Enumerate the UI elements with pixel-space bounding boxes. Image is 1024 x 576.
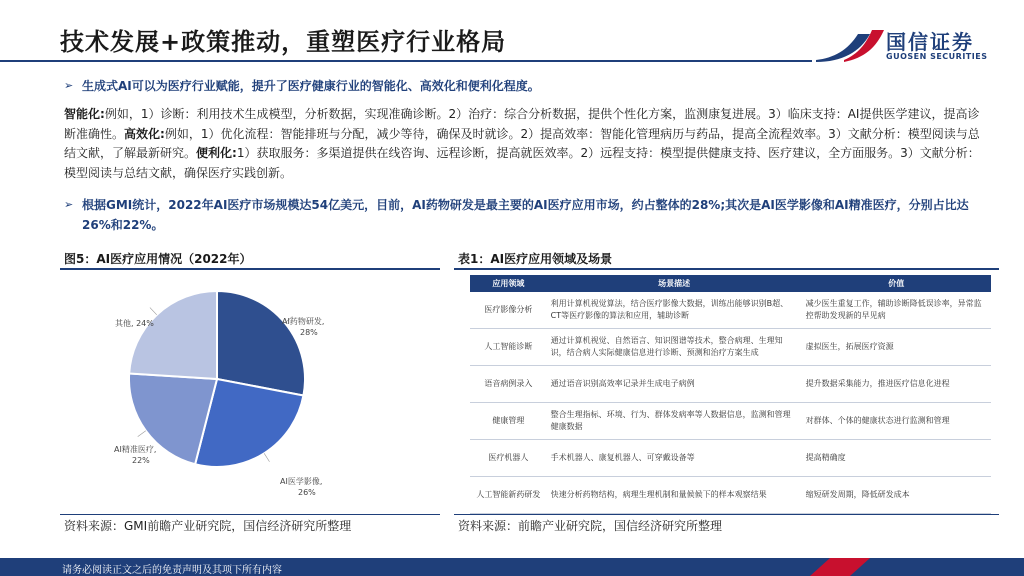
cell-domain: 人工智能诊断: [470, 329, 547, 366]
logo-name-cn: 国信证券: [886, 30, 974, 54]
cell-value: 减少医生重复工作，辅助诊断降低误诊率，异常监控帮助发现新的早见病: [802, 292, 991, 329]
keyword-convenient: 便利化:: [196, 146, 237, 160]
pie-slice-label: AI精准医疗,: [114, 445, 157, 454]
table-row: [470, 292, 991, 329]
table-row: [470, 329, 991, 366]
keyword-intelligent: 智能化:: [64, 107, 105, 121]
table-row: [470, 366, 991, 403]
table-row: [470, 403, 991, 440]
paragraph-text-2: 例如，1）优化流程：智能排班与分配，减少等待，确保及时就诊。2）提高效率：智能化管理病历与药品，提高全流程效率。3）文献分析：模型阅读与总结文献，了解最新研究。: [64, 126, 980, 160]
pie-leader-line: [138, 431, 146, 437]
cell-scenario: 快速分析药物结构，病理生理机制和量候候下的样本观察结果: [547, 477, 802, 514]
chevron-right-icon: ➢: [64, 79, 74, 92]
cell-value: 提升数据采集能力，推进医疗信息化进程: [802, 366, 991, 403]
paragraph-text-3: 1）获取服务：多渠道提供在线咨询、远程诊断，提高就医效率。2）远程支持：模型提供健康支持、医疗建议，全方面服务。3）文献分析：模型阅读与总结文献，确保医疗实践创新。: [64, 146, 980, 180]
logo-name-en: GUOSEN SECURITIES: [886, 52, 988, 61]
title-underline: [0, 60, 812, 62]
pie-slice-percent: 26%: [298, 488, 316, 497]
bullet-text: 根据GMI统计，2022年AI医疗市场规模达54亿美元，目前，AI药物研发是最主要的AI医疗应用市场，约占整体的28%;其次是AI医学影像和AI精准医疗，分别占比达26%和22%。: [82, 198, 969, 232]
table-source-rule: [454, 514, 999, 515]
pie-slice-label: AI医学影像,: [280, 477, 323, 486]
cell-domain: 人工智能新药研发: [470, 477, 547, 514]
header-value: 价值: [802, 275, 991, 292]
figure-source-rule: [60, 514, 440, 515]
table-caption: 表1：AI医疗应用领域及场景: [458, 252, 613, 266]
body-paragraph: [64, 105, 984, 183]
cell-value: 提高精确度: [802, 440, 991, 477]
bullet-point-2: [64, 195, 984, 235]
cell-value: 对群体、个体的健康状态进行监测和管理: [802, 403, 991, 440]
cell-value: 缩短研发周期，降低研发成本: [802, 477, 991, 514]
pie-leader-line: [150, 308, 157, 315]
pie-slice-label: 其他, 24%: [115, 319, 154, 328]
pie-slice-label: AI药物研发,: [282, 317, 325, 326]
pie-slice: [217, 291, 305, 395]
paragraph-text-1: 例如，1）诊断：利用技术生成模型，分析数据，实现准确诊断。2）治疗：综合分析数据，提供个性化方案，监测康复进展。3）临床支持：AI提供医学建议，提高诊断准确性。: [64, 107, 980, 141]
header-scenario: 场景描述: [547, 275, 802, 292]
application-table: [470, 275, 991, 514]
cell-domain: 健康管理: [470, 403, 547, 440]
figure-caption: 图5：AI医疗应用情况（2022年）: [64, 252, 252, 266]
bullet-text: 生成式AI可以为医疗行业赋能，提升了医疗健康行业的智能化、高效化和便利化程度。: [82, 79, 540, 93]
pie-chart: [60, 276, 440, 510]
keyword-efficient: 高效化:: [124, 126, 165, 141]
cell-scenario: 通过语音识别高效率记录并生成电子病例: [547, 366, 802, 403]
figure-caption-rule: [60, 268, 440, 270]
footer-disclaimer: 请务必阅读正文之后的免责声明及其项下所有内容: [62, 565, 282, 576]
pie-leader-line: [264, 453, 269, 461]
pie-slice-percent: 22%: [132, 456, 150, 465]
page-title: 技术发展+政策推动，重塑医疗行业格局: [60, 28, 507, 56]
chevron-right-icon: ➢: [64, 198, 74, 211]
cell-scenario: 通过计算机视觉、自然语言、知识图谱等技术，整合病理、生理知识，结合病人实际健康信息进行诊断、预测和治疗方案生成: [547, 329, 802, 366]
table-caption-rule: [454, 268, 999, 270]
pie-slice-percent: 28%: [300, 328, 318, 337]
cell-scenario: 利用计算机视觉算法，结合医疗影像大数据，训练出能够识别B超、CT等医疗影像的算法和应用，辅助诊断: [547, 292, 802, 329]
cell-domain: 语音病例录入: [470, 366, 547, 403]
table-row: [470, 440, 991, 477]
table-header-row: [470, 275, 991, 292]
table-source: 资料来源：前瞻产业研究院，国信经济研究所整理: [458, 519, 723, 533]
cell-scenario: 整合生理指标、环境、行为、群体发病率等人数据信息，监测和管理健康数据: [547, 403, 802, 440]
bullet-point-1: [64, 76, 984, 96]
cell-scenario: 手术机器人、康复机器人、可穿戴设备等: [547, 440, 802, 477]
pie-slice: [129, 291, 217, 379]
figure-source: 资料来源：GMI前瞻产业研究院，国信经济研究所整理: [64, 519, 352, 533]
cell-value: 虚拟医生，拓展医疗资源: [802, 329, 991, 366]
cell-domain: 医疗影像分析: [470, 292, 547, 329]
header-domain: 应用领域: [470, 275, 547, 292]
footer-accent-icon: [790, 558, 1024, 576]
table-row: [470, 477, 991, 514]
cell-domain: 医疗机器人: [470, 440, 547, 477]
